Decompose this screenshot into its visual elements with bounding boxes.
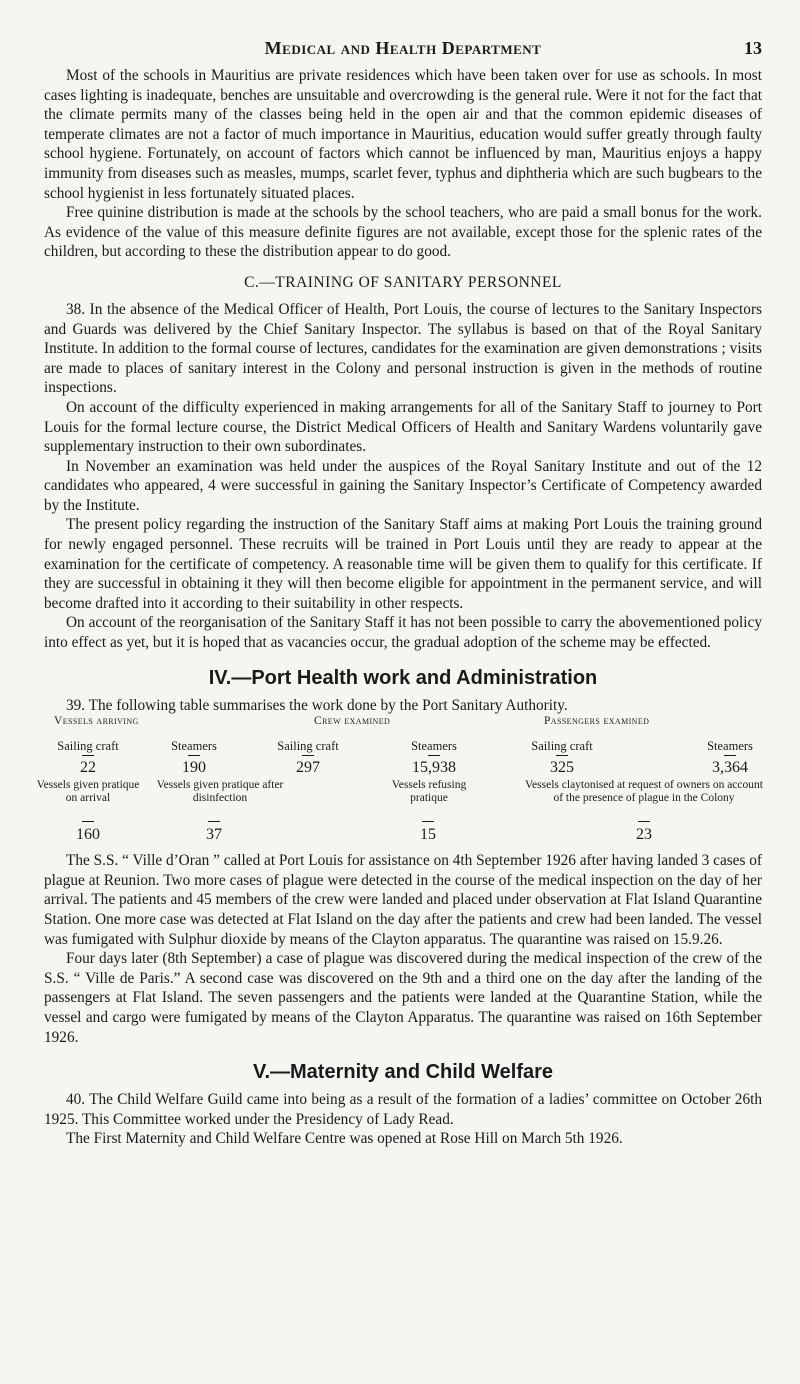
table-value: 15,938 bbox=[412, 759, 456, 777]
rule bbox=[82, 821, 94, 822]
section-v-body bbox=[44, 1090, 762, 1149]
table-value: 22 bbox=[80, 759, 96, 777]
table-value: 3,364 bbox=[712, 759, 748, 777]
paragraph: Free quinine distribution is made at the schools by the school teachers, who are paid a small bonus for the work. As evidence of the value of this measure definite figures are not available, except those for the splenic rates of the children, but according to these the distribution appear to do good. bbox=[44, 204, 762, 261]
section-iv-heading: IV.—Port Health work and Administration bbox=[208, 666, 598, 689]
rule bbox=[556, 755, 568, 756]
column-header: Sailing craft bbox=[57, 739, 119, 754]
section-c-heading: C.—TRAINING OF SANITARY PERSONNEL bbox=[244, 273, 562, 291]
column-header: Steamers bbox=[707, 739, 753, 754]
table-value: 190 bbox=[182, 759, 206, 777]
port-health-summary-table bbox=[36, 715, 763, 844]
intro-block bbox=[44, 66, 762, 262]
rule bbox=[302, 755, 314, 756]
table-value: 23 bbox=[636, 826, 652, 844]
column-header: Steamers bbox=[171, 739, 217, 754]
rule bbox=[208, 821, 220, 822]
paragraph: The S.S. “ Ville d’Oran ” called at Port Louis for assistance on 4th September 1926 after having landed 3 cases of plague at Reunion. Two more cases of plague were detected in the course of the medical inspection on the day of her arrival. The patients and 45 members of the crew were landed and placed under observation at Flat Island Quarantine Station. One more case was detected at Flat Island on the day after the patients and crew had been landed. The vessel was fumigated with Sulphur dioxide by means of the Clayton apparatus. The quarantine was raised on 15.9.26. bbox=[44, 852, 762, 948]
column-header: Steamers bbox=[411, 739, 457, 754]
section-c-body bbox=[44, 300, 762, 653]
section-iv-body bbox=[44, 851, 762, 1047]
running-title: Medical and Health Department bbox=[264, 38, 542, 58]
paragraph: In November an examination was held under the auspices of the Royal Sanitary Institute and out of the 12 candidates who appeared, 4 were successful in gaining the Sanitary Inspector’s Certificate of Competency awarded by the Institute. bbox=[44, 457, 762, 514]
rule bbox=[188, 755, 200, 756]
table-value: 160 bbox=[76, 826, 100, 844]
section-v-heading: V.—Maternity and Child Welfare bbox=[252, 1061, 554, 1084]
paragraph: On account of the reorganisation of the Sanitary Staff it has not been possible to carry the abovementioned policy into effect as yet, but it is hoped that as vacancies occur, the gradual adoption of the scheme may be effected. bbox=[44, 614, 762, 652]
group-heading-passengers-examined: Passengers examined bbox=[544, 715, 650, 728]
table-value: 325 bbox=[550, 759, 574, 777]
page-header bbox=[44, 38, 762, 66]
rule bbox=[428, 755, 440, 756]
rule bbox=[638, 821, 650, 822]
paragraph: Four days later (8th September) a case of plague was discovered during the medical inspection of the crew of the S.S. “ Ville de Paris.” A second case was discovered on the 9th and a third one on the day after the landing of the passengers at Flat Island. The seven passengers and the patients were landed at the Quarantine Station, while the vessel and cargo were fumigated by means of the Clayton Apparatus. The quarantine was raised on 16th September 1926. bbox=[44, 950, 762, 1046]
table-intro: 39. The following table summarises the work done by the Port Sanitary Authority. bbox=[66, 696, 568, 714]
rule bbox=[422, 821, 434, 822]
column-description: Vessels given pratique after disinfection bbox=[156, 779, 284, 805]
group-heading-vessels-arriving: Vessels arriving bbox=[54, 715, 139, 728]
rule bbox=[82, 755, 94, 756]
paragraph: The present policy regarding the instruction of the Sanitary Staff aims at making Port Louis the training ground for newly engaged personnel. These recruits will be trained in Port Louis until they are ready to appear at the examination for the certificate of competency. A reasonable time will be given them to qualify for this certificate. If they are successful in obtaining it they will then become eligible for appointment in the permanent service, and will become drafted into it according to their suitability in other respects. bbox=[44, 516, 762, 612]
column-header: Sailing craft bbox=[531, 739, 593, 754]
column-description: Vessels claytonised at request of owners on account of the presence of plague in the Colony bbox=[525, 779, 763, 805]
page-number: 13 bbox=[744, 38, 762, 58]
rule bbox=[724, 755, 736, 756]
table-value: 15 bbox=[420, 826, 436, 844]
column-description: Vessels given pratique on arrival bbox=[36, 779, 140, 805]
paragraph: Most of the schools in Mauritius are private residences which have been taken over for use as schools. In most cases lighting is inadequate, benches are unsuitable and overcrowding is the general rule. Were it not for the fact that the climate permits many of the classes being held in the open air and that the common epidemic diseases of temperate climates are not a factor of much importance in Mauritius, education would suffer greatly through faulty school hygiene. Fortunately, on account of factors which cannot be influenced by man, Mauritius enjoys a happy immunity from diseases such as measles, mumps, scarlet fever, typhus and diphtheria which are such bugbears to the school hygienist in less fortunately situated places. bbox=[44, 67, 762, 202]
paragraph: 40. The Child Welfare Guild came into being as a result of the formation of a ladies’ committee on October 26th 1925. This Committee worked under the Presidency of Lady Read. bbox=[44, 1091, 762, 1128]
paragraph: On account of the difficulty experienced in making arrangements for all of the Sanitary Staff to journey to Port Louis for the formal lecture course, the District Medical Officers of Health and Sanitary Wardens voluntarily gave supplementary instruction to their own subordinates. bbox=[44, 398, 762, 456]
paragraph: 38. In the absence of the Medical Officer of Health, Port Louis, the course of lectures to the Sanitary Inspectors and Guards was delivered by the Chief Sanitary Inspector. The syllabus is based on that of the Royal Sanitary Institute. In addition to the formal course of lectures, candidates for the examination are given demonstrations ; visits are made to places of sanitary interest in the Colony and personal instruction is given in the methods of routine inspections. bbox=[44, 300, 762, 397]
group-heading-crew-examined: Crew examined bbox=[314, 715, 391, 728]
table-value: 297 bbox=[296, 759, 320, 777]
column-header: Sailing craft bbox=[277, 739, 339, 754]
table-value: 37 bbox=[206, 826, 222, 844]
paragraph: The First Maternity and Child Welfare Centre was opened at Rose Hill on March 5th 1926. bbox=[66, 1130, 623, 1148]
column-description: Vessels refusing pratique bbox=[391, 779, 467, 805]
